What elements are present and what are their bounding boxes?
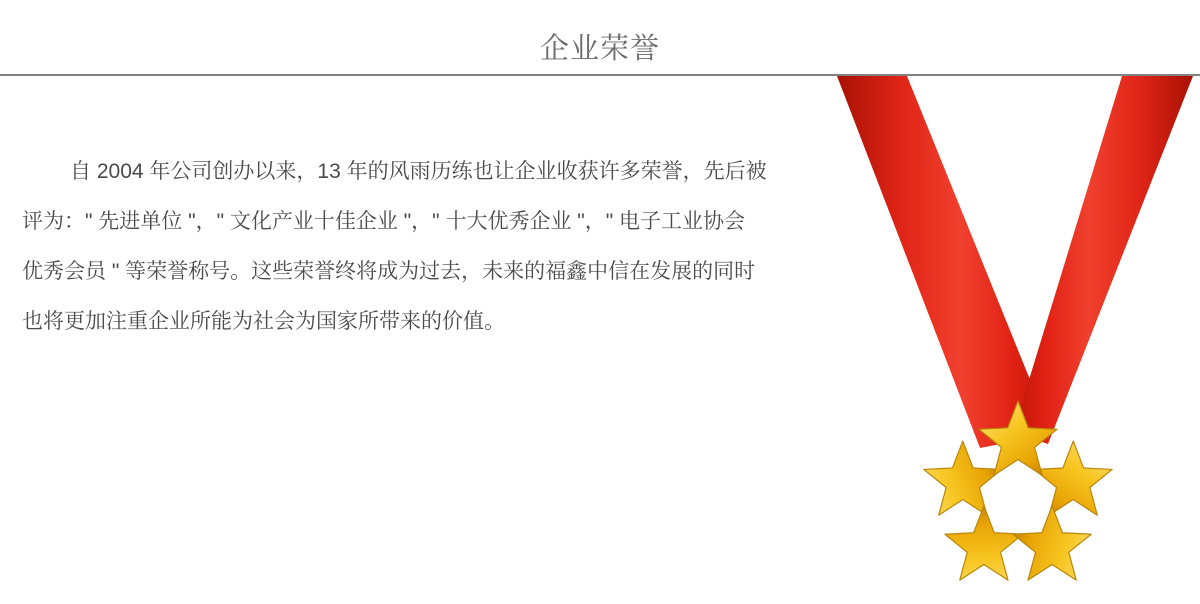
- ribbon-left-band: [837, 76, 1052, 448]
- paragraph-line: 评为：" 先进单位 "，" 文化产业十佳企业 "，" 十大优秀企业 "，" 电子工业协会: [22, 210, 746, 233]
- page-title: 企业荣誉: [539, 33, 660, 65]
- honor-paragraph: [22, 147, 837, 347]
- paragraph-line: 自 2004 年公司创办以来，13 年的风雨历练也让企业收获许多荣誉，先后被: [70, 160, 767, 183]
- five-star-medal-icon: [830, 76, 1200, 604]
- paragraph-line: 也将更加注重企业所能为社会为国家所带来的价值。: [22, 310, 505, 333]
- medal-stars: [912, 401, 1124, 603]
- ribbon-right-band: [1013, 76, 1193, 444]
- page-header: [0, 0, 1200, 74]
- paragraph-line: 优秀会员 " 等荣誉称号。这些荣誉终将成为过去，未来的福鑫中信在发展的同时: [22, 260, 756, 283]
